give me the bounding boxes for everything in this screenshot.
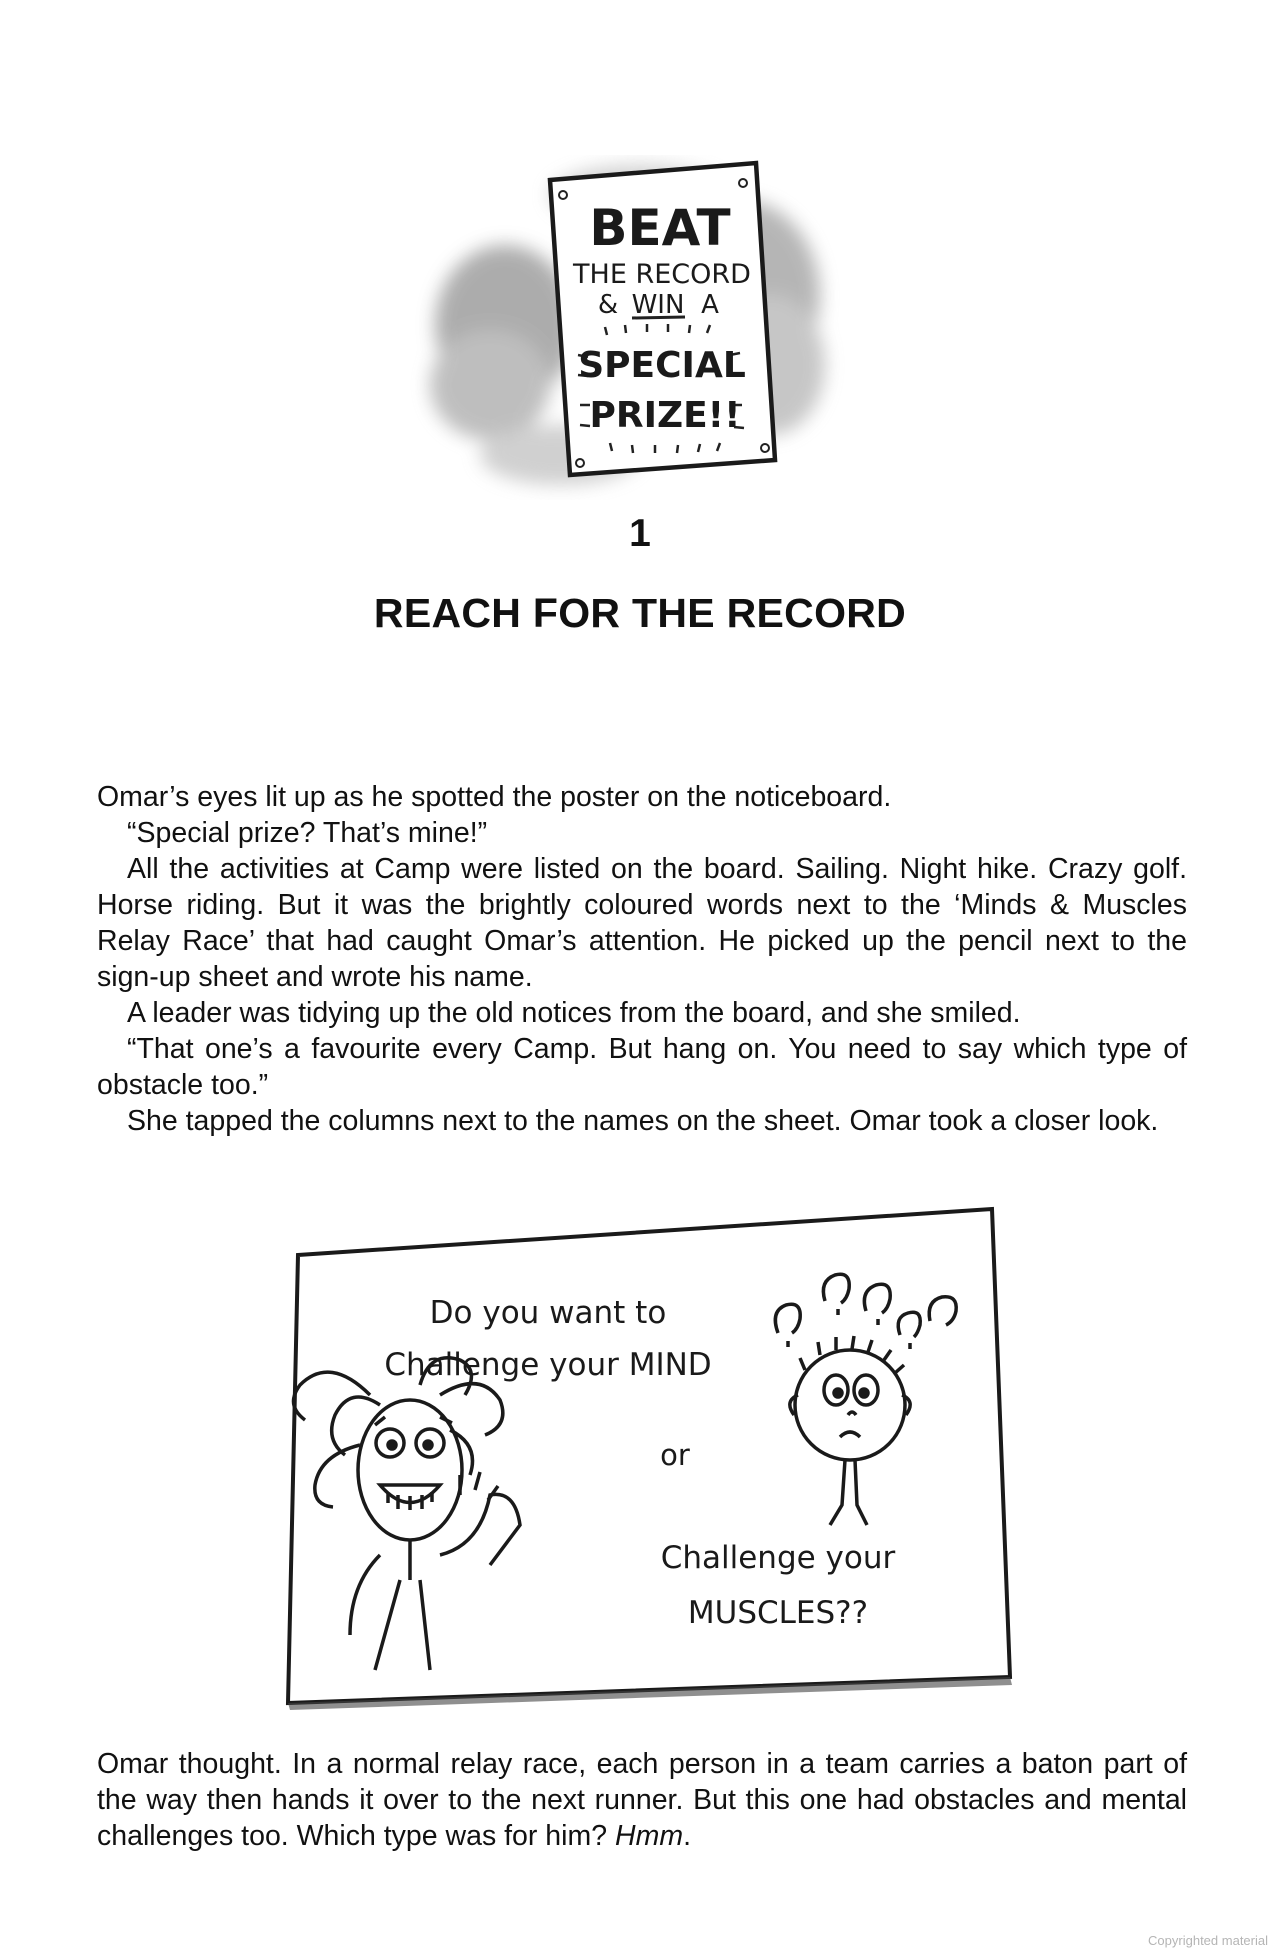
poster-line-win: WIN xyxy=(631,290,685,320)
paragraph: A leader was tidying up the old notices from the board, and she smiled. xyxy=(127,997,1021,1029)
poster-drawing xyxy=(410,155,870,500)
copyright-notice: Copyrighted material xyxy=(1148,1933,1268,1948)
poster-line-beat: BEAT xyxy=(589,199,731,257)
paragraph: “That one’s a favourite every Camp. But hang on. You need to say which type of obstacle too.” xyxy=(97,1033,1187,1101)
card-line-4: MUSCLES?? xyxy=(687,1595,869,1631)
poster-line-special: SPECIAL xyxy=(578,345,746,386)
chapter-number: 1 xyxy=(629,512,651,555)
poster-illustration xyxy=(410,155,870,500)
story-part-1 xyxy=(97,779,1187,1139)
paragraph: All the activities at Camp were listed on the board. Sailing. Night hike. Crazy golf. Horse riding. But it was the brightly coloured words next to the ‘Minds & Muscles Relay Race’ that had caught Omar’s attention. He picked up the pencil next to the sign-up sheet and wrote his name. xyxy=(97,853,1187,993)
paragraph: “Special prize? That’s mine!” xyxy=(127,817,488,849)
poster-line-amp: & xyxy=(597,290,619,320)
card-line-2: Challenge your MIND xyxy=(384,1347,712,1383)
poster-line-a: A xyxy=(701,290,719,320)
paragraph-text: Omar thought. In a normal relay race, each person in a team carries a baton part of the way then hands it over to the next runner. But this one had obstacles and mental challenges too. Which type was for him? xyxy=(97,1748,1187,1852)
challenge-card-illustration xyxy=(270,1205,1020,1710)
chapter-title: REACH FOR THE RECORD xyxy=(373,590,907,636)
poster-line-prize: PRIZE!! xyxy=(589,395,741,436)
card-line-3: Challenge your xyxy=(660,1540,896,1576)
poster-line-the-record: THE RECORD xyxy=(573,259,751,290)
challenge-card-drawing xyxy=(270,1205,1020,1710)
paragraph-end: . xyxy=(683,1820,691,1852)
italic-text: Hmm xyxy=(615,1820,684,1852)
paragraph: She tapped the columns next to the names on the sheet. Omar took a closer look. xyxy=(127,1105,1159,1137)
card-or: or xyxy=(660,1438,690,1472)
paragraph xyxy=(97,1746,1187,1854)
paragraph: Omar’s eyes lit up as he spotted the poster on the noticeboard. xyxy=(97,781,892,813)
card-line-1: Do you want to xyxy=(429,1295,667,1331)
story-part-2 xyxy=(97,1746,1187,1854)
